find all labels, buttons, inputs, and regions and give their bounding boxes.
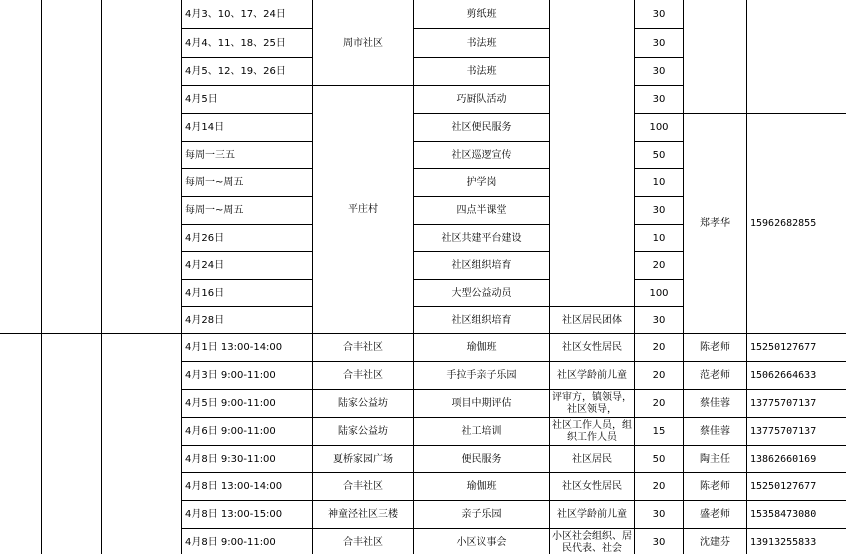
target-cell: 社区学龄前儿童 xyxy=(557,370,627,381)
count-cell: 20 xyxy=(652,260,666,271)
count-cell: 30 xyxy=(652,37,666,49)
activity-cell: 大型公益动员 xyxy=(451,287,512,299)
contact-name-cell: 陈老师 xyxy=(700,481,730,492)
target-cell: 社区女性居民 xyxy=(562,481,622,492)
date-cell: 4月26日 xyxy=(185,232,225,244)
date-cell: 4月5日 9:00-11:00 xyxy=(185,398,276,409)
activity-cell: 巧厨队活动 xyxy=(456,94,507,105)
date-cell: 4月3日 9:00-11:00 xyxy=(185,370,276,381)
activity-cell: 书法班 xyxy=(466,37,497,49)
contact-name-cell: 陶主任 xyxy=(700,453,730,465)
date-cell: 4月24日 xyxy=(185,260,225,271)
target-cell: 小区社会组织、居民代表、社会 xyxy=(552,530,632,554)
contact-phone-cell: 13775707137 xyxy=(750,426,817,437)
target-cell: 社区女性居民 xyxy=(562,342,622,353)
count-cell: 20 xyxy=(652,342,666,353)
count-cell: 30 xyxy=(652,537,666,548)
count-cell: 100 xyxy=(649,122,669,133)
activity-cell: 便民服务 xyxy=(461,453,502,465)
contact-name-cell: 陈老师 xyxy=(700,342,730,353)
target-cell: 社区学龄前儿童 xyxy=(557,509,627,520)
grid-line-vertical xyxy=(101,0,102,554)
count-cell: 15 xyxy=(652,426,666,437)
count-cell: 20 xyxy=(652,398,666,409)
location-cell: 合丰社区 xyxy=(343,537,383,548)
activity-cell: 社区便民服务 xyxy=(451,122,512,133)
date-cell: 4月8日 9:00-11:00 xyxy=(185,537,276,548)
contact-name-cell: 蔡佳蓉 xyxy=(700,398,730,409)
count-cell: 10 xyxy=(652,177,666,188)
target-cell: 社区工作人员，组织工作人员 xyxy=(552,419,632,443)
count-cell: 50 xyxy=(652,453,666,465)
activity-cell: 书法班 xyxy=(466,66,497,77)
count-cell: 30 xyxy=(652,9,666,20)
date-cell: 每周一~周五 xyxy=(185,177,244,188)
activity-cell: 社工培训 xyxy=(461,426,502,437)
activity-cell: 手拉手亲子乐园 xyxy=(446,370,517,381)
date-cell: 4月28日 xyxy=(185,314,225,326)
date-cell: 4月3、10、17、24日 xyxy=(185,9,286,20)
activity-cell: 护学岗 xyxy=(466,177,497,188)
activity-cell: 瑜伽班 xyxy=(466,481,497,492)
location-cell: 合丰社区 xyxy=(343,481,383,492)
date-cell: 4月16日 xyxy=(185,287,225,299)
date-cell: 4月14日 xyxy=(185,122,225,133)
location-cell: 陆家公益坊 xyxy=(338,426,388,437)
contact-phone-cell: 15250127677 xyxy=(750,342,817,353)
count-cell: 20 xyxy=(652,481,666,492)
date-cell: 4月1日 13:00-14:00 xyxy=(185,342,283,353)
contact-name-cell: 盛老师 xyxy=(700,509,730,520)
contact-phone-cell: 15358473080 xyxy=(750,509,817,520)
target-cell: 评审方，镇领导，社区领导， xyxy=(552,391,632,415)
date-cell: 4月8日 13:00-15:00 xyxy=(185,509,283,520)
date-cell: 4月8日 13:00-14:00 xyxy=(185,481,283,492)
activity-cell: 瑜伽班 xyxy=(466,342,497,353)
activity-cell: 小区议事会 xyxy=(456,537,507,548)
location-cell-zhoushi: 周市社区 xyxy=(343,37,383,49)
contact-phone-cell: 15962682855 xyxy=(750,218,817,229)
contact-name-cell: 郑孝华 xyxy=(700,218,730,229)
count-cell: 10 xyxy=(652,232,666,244)
count-cell: 30 xyxy=(652,94,666,105)
location-cell: 合丰社区 xyxy=(343,370,383,381)
count-cell: 50 xyxy=(652,149,666,161)
activity-cell: 亲子乐园 xyxy=(461,509,502,520)
activity-cell: 社区组织培育 xyxy=(451,314,512,326)
location-cell: 合丰社区 xyxy=(343,342,383,353)
activity-cell: 社区巡逻宣传 xyxy=(451,149,512,161)
activity-cell: 四点半课堂 xyxy=(456,205,507,216)
date-cell: 4月8日 9:30-11:00 xyxy=(185,453,276,465)
count-cell: 30 xyxy=(652,509,666,520)
contact-name-cell: 范老师 xyxy=(700,370,730,381)
activity-cell: 社区组织培育 xyxy=(451,260,512,271)
target-cell: 社区居民团体 xyxy=(562,314,622,326)
location-cell-pingzhuang: 平庄村 xyxy=(348,204,378,215)
target-cell: 社区居民 xyxy=(572,453,612,465)
date-cell: 每周一三五 xyxy=(185,149,235,161)
location-cell: 神童泾社区三楼 xyxy=(328,509,398,520)
date-cell: 4月5、12、19、26日 xyxy=(185,66,286,77)
count-cell: 20 xyxy=(652,370,666,381)
date-cell: 4月5日 xyxy=(185,94,218,105)
count-cell: 30 xyxy=(652,314,666,326)
date-cell: 4月4、11、18、25日 xyxy=(185,37,286,49)
contact-phone-cell: 13775707137 xyxy=(750,398,817,409)
activity-cell: 项目中期评估 xyxy=(451,398,512,409)
contact-phone-cell: 13862660169 xyxy=(750,453,817,465)
date-cell: 4月6日 9:00-11:00 xyxy=(185,426,276,437)
activity-cell: 剪纸班 xyxy=(466,9,497,20)
contact-phone-cell: 15250127677 xyxy=(750,481,817,492)
activity-cell: 社区共建平台建设 xyxy=(441,232,522,244)
contact-phone-cell: 13913255833 xyxy=(750,537,817,548)
location-cell: 陆家公益坊 xyxy=(338,398,388,409)
contact-name-cell: 蔡佳蓉 xyxy=(700,426,730,437)
count-cell: 30 xyxy=(652,66,666,77)
contact-name-cell: 沈建芬 xyxy=(700,537,730,548)
date-cell: 每周一~周五 xyxy=(185,205,244,216)
grid-line-vertical xyxy=(41,0,42,554)
count-cell: 100 xyxy=(649,287,669,299)
count-cell: 30 xyxy=(652,205,666,216)
contact-phone-cell: 15062664633 xyxy=(750,370,817,381)
location-cell: 夏桥家园广场 xyxy=(333,453,393,465)
